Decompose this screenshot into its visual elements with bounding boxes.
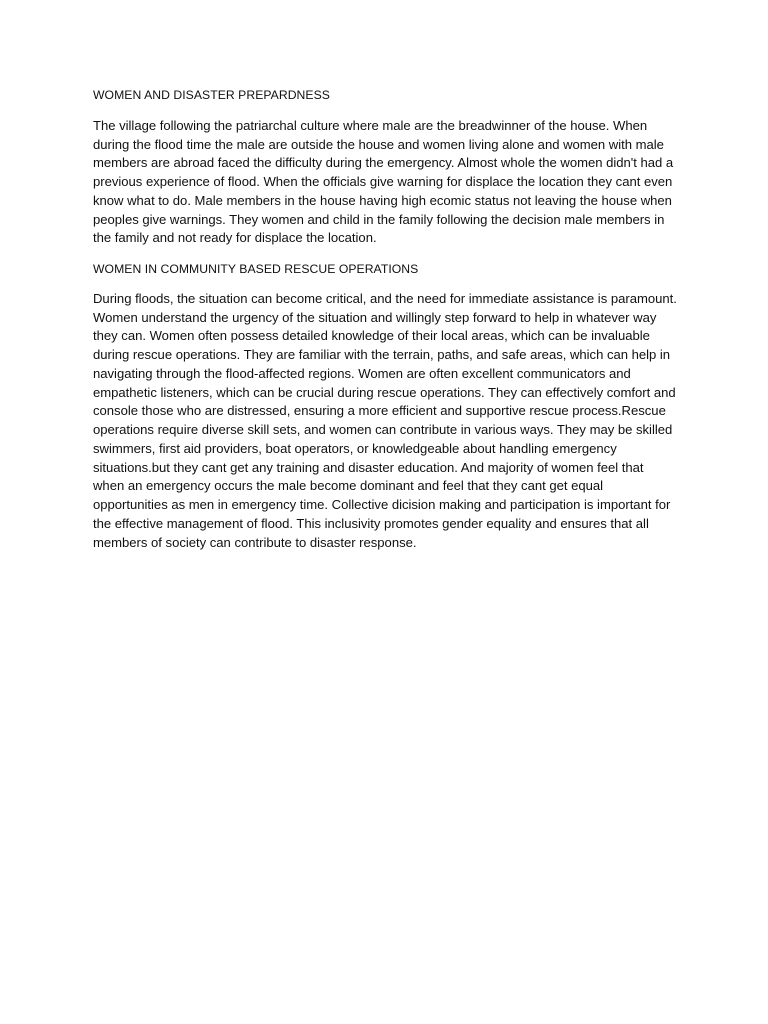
document-content — [93, 86, 677, 552]
section-heading-rescue-operations: WOMEN IN COMMUNITY BASED RESCUE OPERATIONS — [93, 262, 419, 276]
section-paragraph-preparedness: The village following the patriarchal culture where male are the breadwinner of the house. When during the flood time the male are outside the house and women living alone and women with male members are abroad faced the difficulty during the emergency. Almost whole the women didn't had a previous experience of flood. When the officials give warning for displace the location they cant even know what to do. Male members in the house having high ecomic status not leaving the house when peoples give warnings. They women and child in the family following the decision male members in the family and not ready for displace the location. — [93, 117, 674, 246]
section-heading-preparedness: WOMEN AND DISASTER PREPARDNESS — [93, 88, 330, 102]
section-paragraph-rescue-operations: During floods, the situation can become critical, and the need for immediate assistance is paramount. Women understand the urgency of the situation and willingly step forward to help in whatever way they can. Women often possess detailed knowledge of their local areas, which can be invaluable during rescue operations. They are familiar with the terrain, paths, and safe areas, which can help in navigating through the flood-affected regions. Women are often excellent communicators and empathetic listeners, which can be crucial during rescue operations. They can effectively comfort and console those who are distressed, ensuring a more efficient and supportive rescue process.Rescue operations require diverse skill sets, and women can contribute in various ways. They may be skilled swimmers, first aid providers, boat operators, or knowledgeable about handling emergency situations.but they cant get any training and disaster education. And majority of women feel that when an emergency occurs the male become dominant and feel that they cant get equal opportunities as men in emergency time. Collective dicision making and participation is important for the effective management of flood. This inclusivity promotes gender equality and ensures that all members of society can contribute to disaster response. — [93, 290, 677, 550]
